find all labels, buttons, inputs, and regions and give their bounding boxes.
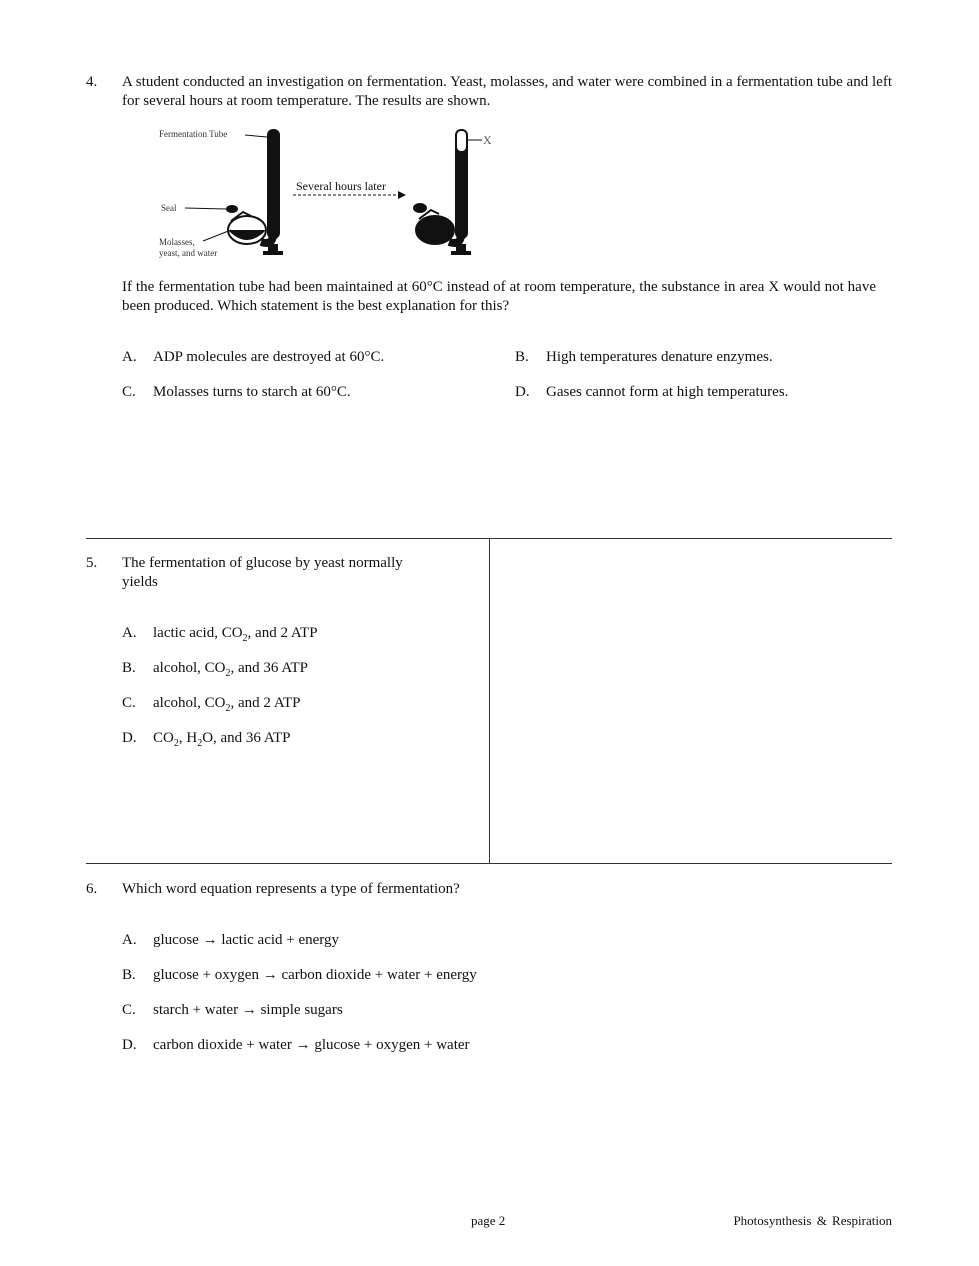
option-text: alcohol, $CO_2$, and 2 ATP — [153, 695, 301, 714]
option-text: Molasses turns to starch at 60°C. — [153, 384, 351, 400]
document-title: Photosynthesis & Respiration — [733, 1213, 892, 1228]
option-letter: B. — [122, 660, 136, 676]
tube-before — [226, 129, 283, 255]
label-seal: Seal — [161, 203, 177, 213]
question-number: 4. — [86, 74, 98, 90]
option-letter: C. — [122, 695, 136, 711]
option-letter: A. — [122, 625, 137, 641]
option-letter: A. — [122, 349, 137, 365]
option-text: glucose → lactic acid + energy — [153, 932, 340, 948]
page-number: page 2 — [471, 1213, 506, 1228]
tube-after — [413, 129, 482, 255]
question-text: A student conducted an investigation on fermentation. Yeast, molasses, and water were combined in a fermentation tube and left for several hours at room temperature. The results are shown. — [122, 74, 892, 109]
option-text: starch + water → simple sugars — [153, 1002, 343, 1018]
label-contents-line2: yeast, and water — [159, 248, 218, 258]
question-4-prompt — [122, 278, 876, 316]
option-text: $CO_2$, $H_2O$, and 36 ATP — [153, 730, 291, 749]
option-text: carbon dioxide + water → glucose + oxygen + water — [153, 1037, 470, 1053]
question-number: 5. — [86, 555, 98, 571]
divider-bottom — [86, 863, 892, 864]
option-text: alcohol, $CO_2$, and 36 ATP — [153, 660, 309, 679]
option-letter: A. — [122, 932, 137, 948]
option-letter: C. — [122, 384, 136, 400]
option-text: glucose + oxygen → carbon dioxide + water + energy — [153, 967, 477, 983]
question-text: Which word equation represents a type of fermentation? — [122, 881, 460, 897]
question-number: 6. — [86, 881, 98, 897]
label-several-hours-later: Several hours later — [296, 179, 386, 193]
label-area-x: X — [483, 133, 492, 147]
option-letter: D. — [515, 384, 530, 400]
question-prompt: If the fermentation tube had been maintained at 60°C instead of at room temperature, the substance in area X would not have been produced. Which statement is the best explanation for this? — [122, 279, 876, 314]
option-letter: B. — [122, 967, 136, 983]
option-letter: D. — [122, 1037, 137, 1053]
label-contents-line1: Molasses, — [159, 237, 195, 247]
option-text: Gases cannot form at high temperatures. — [546, 384, 789, 400]
option-text: lactic acid, $CO_2$, and 2 ATP — [153, 625, 318, 644]
question-text: The fermentation of glucose by yeast normally yields — [122, 555, 403, 590]
fermentation-diagram — [155, 124, 505, 264]
divider-vertical — [489, 538, 490, 864]
option-letter: D. — [122, 730, 137, 746]
option-letter: C. — [122, 1002, 136, 1018]
label-fermentation-tube: Fermentation Tube — [159, 129, 228, 139]
option-text: High temperatures denature enzymes. — [546, 349, 773, 365]
fermentation-tube-illustration — [155, 124, 505, 264]
option-letter: B. — [515, 349, 529, 365]
option-text: ADP molecules are destroyed at 60°C. — [153, 349, 385, 365]
